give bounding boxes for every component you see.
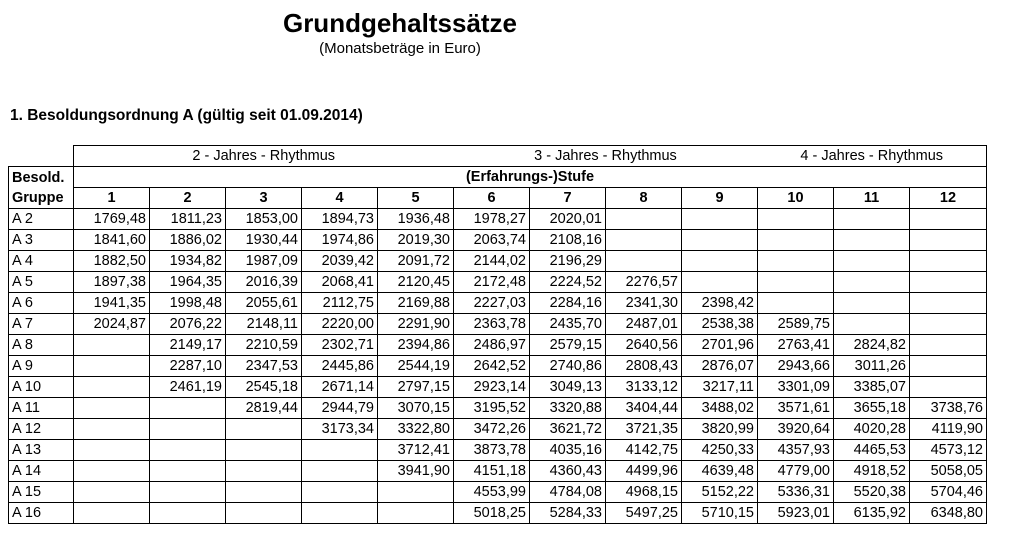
salary-cell: 2538,38	[682, 314, 758, 335]
salary-cell: 2020,01	[530, 209, 606, 230]
salary-cell: 3404,44	[606, 398, 682, 419]
salary-cell	[302, 503, 378, 524]
salary-cell: 5497,25	[606, 503, 682, 524]
salary-cell: 1964,35	[150, 272, 226, 293]
salary-cell	[910, 230, 987, 251]
salary-cell: 3070,15	[378, 398, 454, 419]
salary-cell: 2487,01	[606, 314, 682, 335]
rhythm-header-spacer	[9, 146, 74, 167]
salary-cell	[834, 272, 910, 293]
salary-cell: 3941,90	[378, 461, 454, 482]
salary-cell: 4035,16	[530, 440, 606, 461]
table-row	[9, 503, 987, 524]
salary-cell	[910, 314, 987, 335]
salary-cell: 2943,66	[758, 356, 834, 377]
stage-number-6: 6	[454, 188, 530, 209]
salary-cell: 2740,86	[530, 356, 606, 377]
salary-cell: 2640,56	[606, 335, 682, 356]
salary-cell: 1853,00	[226, 209, 302, 230]
salary-cell	[910, 209, 987, 230]
salary-cell: 3621,72	[530, 419, 606, 440]
salary-cell: 1894,73	[302, 209, 378, 230]
salary-cell: 2063,74	[454, 230, 530, 251]
salary-cell	[302, 440, 378, 461]
salary-cell: 3385,07	[834, 377, 910, 398]
salary-cell	[910, 251, 987, 272]
table-row	[9, 251, 987, 272]
salary-cell: 2923,14	[454, 377, 530, 398]
salary-cell: 2196,29	[530, 251, 606, 272]
table-row	[9, 398, 987, 419]
group-header-line2: Gruppe	[12, 189, 64, 206]
salary-cell: 5284,33	[530, 503, 606, 524]
stage-number-9: 9	[682, 188, 758, 209]
salary-cell	[74, 356, 150, 377]
salary-cell: 2819,44	[226, 398, 302, 419]
salary-cell	[226, 482, 302, 503]
rhythm-header-row	[9, 146, 987, 167]
salary-cell: 2394,86	[378, 335, 454, 356]
salary-cell: 2398,42	[682, 293, 758, 314]
salary-cell: 2486,97	[454, 335, 530, 356]
salary-cell: 2144,02	[454, 251, 530, 272]
salary-cell: 2284,16	[530, 293, 606, 314]
salary-cell: 3721,35	[606, 419, 682, 440]
salary-cell	[758, 293, 834, 314]
group-cell: A 16	[9, 503, 74, 524]
salary-cell	[226, 503, 302, 524]
salary-cell: 2701,96	[682, 335, 758, 356]
salary-cell: 2276,57	[606, 272, 682, 293]
salary-cell	[910, 272, 987, 293]
salary-cell: 2019,30	[378, 230, 454, 251]
salary-cell: 5152,22	[682, 482, 758, 503]
salary-cell: 2224,52	[530, 272, 606, 293]
salary-cell	[682, 230, 758, 251]
table-row	[9, 440, 987, 461]
salary-cell: 1941,35	[74, 293, 150, 314]
salary-cell: 1978,27	[454, 209, 530, 230]
salary-cell: 5520,38	[834, 482, 910, 503]
salary-cell: 3488,02	[682, 398, 758, 419]
salary-cell: 2671,14	[302, 377, 378, 398]
salary-cell: 4250,33	[682, 440, 758, 461]
table-row	[9, 230, 987, 251]
salary-cell: 3322,80	[378, 419, 454, 440]
stage-header-row	[9, 167, 987, 188]
salary-cell: 3920,64	[758, 419, 834, 440]
salary-cell	[682, 209, 758, 230]
salary-cell: 2287,10	[150, 356, 226, 377]
salary-cell	[226, 419, 302, 440]
rhythm-header-4-jahre: 4 - Jahres - Rhythmus	[758, 146, 987, 167]
salary-cell: 2016,39	[226, 272, 302, 293]
salary-cell: 2545,18	[226, 377, 302, 398]
salary-cell	[150, 440, 226, 461]
group-cell: A 14	[9, 461, 74, 482]
salary-cell: 5058,05	[910, 461, 987, 482]
salary-cell: 4918,52	[834, 461, 910, 482]
salary-cell: 4119,90	[910, 419, 987, 440]
salary-cell: 1998,48	[150, 293, 226, 314]
salary-cell: 6348,80	[910, 503, 987, 524]
salary-cell: 1811,23	[150, 209, 226, 230]
stage-number-3: 3	[226, 188, 302, 209]
salary-cell	[834, 293, 910, 314]
salary-cell: 2172,48	[454, 272, 530, 293]
salary-cell: 2149,17	[150, 335, 226, 356]
group-cell: A 9	[9, 356, 74, 377]
stage-number-row	[9, 188, 987, 209]
salary-cell	[74, 482, 150, 503]
salary-cell	[74, 335, 150, 356]
salary-cell: 2944,79	[302, 398, 378, 419]
salary-cell	[834, 314, 910, 335]
salary-cell: 1987,09	[226, 251, 302, 272]
salary-cell: 2112,75	[302, 293, 378, 314]
salary-cell: 4020,28	[834, 419, 910, 440]
group-cell: A 7	[9, 314, 74, 335]
salary-cell	[302, 482, 378, 503]
rhythm-header-2-jahre: 2 - Jahres - Rhythmus	[74, 146, 454, 167]
table-row	[9, 335, 987, 356]
salary-cell	[910, 335, 987, 356]
salary-cell: 3049,13	[530, 377, 606, 398]
salary-cell	[606, 251, 682, 272]
salary-cell: 3173,34	[302, 419, 378, 440]
salary-cell: 2120,45	[378, 272, 454, 293]
salary-table-body	[9, 146, 987, 524]
salary-cell: 2210,59	[226, 335, 302, 356]
group-cell: A 3	[9, 230, 74, 251]
salary-cell: 2544,19	[378, 356, 454, 377]
salary-cell: 2091,72	[378, 251, 454, 272]
stage-number-7: 7	[530, 188, 606, 209]
table-row	[9, 272, 987, 293]
salary-cell: 4465,53	[834, 440, 910, 461]
salary-cell	[910, 356, 987, 377]
salary-cell	[302, 461, 378, 482]
salary-cell: 2220,00	[302, 314, 378, 335]
group-cell: A 8	[9, 335, 74, 356]
salary-cell: 3011,26	[834, 356, 910, 377]
table-row	[9, 356, 987, 377]
salary-cell: 3133,12	[606, 377, 682, 398]
table-row	[9, 314, 987, 335]
salary-cell	[150, 482, 226, 503]
page-title: Grundgehaltssätze	[282, 8, 518, 38]
salary-cell: 4142,75	[606, 440, 682, 461]
stage-header: (Erfahrungs-)Stufe	[74, 167, 987, 188]
table-row	[9, 377, 987, 398]
salary-cell: 3571,61	[758, 398, 834, 419]
salary-cell: 2445,86	[302, 356, 378, 377]
salary-cell: 2024,87	[74, 314, 150, 335]
group-cell: A 6	[9, 293, 74, 314]
group-cell: A 5	[9, 272, 74, 293]
group-header-line1: Besold.	[12, 169, 65, 186]
salary-cell: 4779,00	[758, 461, 834, 482]
salary-cell: 5710,15	[682, 503, 758, 524]
stage-number-11: 11	[834, 188, 910, 209]
salary-cell: 4553,99	[454, 482, 530, 503]
salary-cell	[74, 461, 150, 482]
salary-cell	[150, 503, 226, 524]
salary-cell	[74, 377, 150, 398]
group-cell: A 11	[9, 398, 74, 419]
salary-cell: 1930,44	[226, 230, 302, 251]
salary-cell: 2302,71	[302, 335, 378, 356]
salary-cell: 3195,52	[454, 398, 530, 419]
salary-cell: 4499,96	[606, 461, 682, 482]
salary-cell: 2435,70	[530, 314, 606, 335]
table-row	[9, 293, 987, 314]
stage-number-2: 2	[150, 188, 226, 209]
salary-cell: 2291,90	[378, 314, 454, 335]
salary-cell	[758, 251, 834, 272]
salary-cell	[74, 440, 150, 461]
salary-cell	[834, 230, 910, 251]
salary-cell: 5923,01	[758, 503, 834, 524]
salary-cell	[758, 272, 834, 293]
salary-cell: 5704,46	[910, 482, 987, 503]
group-cell: A 12	[9, 419, 74, 440]
salary-cell: 4151,18	[454, 461, 530, 482]
salary-cell: 5018,25	[454, 503, 530, 524]
salary-cell	[378, 503, 454, 524]
salary-cell: 1841,60	[74, 230, 150, 251]
salary-cell	[74, 419, 150, 440]
salary-cell: 2363,78	[454, 314, 530, 335]
salary-cell: 1936,48	[378, 209, 454, 230]
group-cell: A 4	[9, 251, 74, 272]
salary-cell	[910, 377, 987, 398]
salary-cell: 3820,99	[682, 419, 758, 440]
salary-cell	[606, 209, 682, 230]
salary-cell: 5336,31	[758, 482, 834, 503]
stage-number-8: 8	[606, 188, 682, 209]
rhythm-header-3-jahre: 3 - Jahres - Rhythmus	[454, 146, 758, 167]
salary-cell: 3320,88	[530, 398, 606, 419]
salary-table	[8, 145, 987, 524]
salary-cell	[682, 272, 758, 293]
salary-cell	[758, 209, 834, 230]
salary-cell	[758, 230, 834, 251]
salary-cell: 1934,82	[150, 251, 226, 272]
salary-cell: 2461,19	[150, 377, 226, 398]
salary-cell: 4968,15	[606, 482, 682, 503]
salary-cell: 2076,22	[150, 314, 226, 335]
stage-number-1: 1	[74, 188, 150, 209]
group-cell: A 10	[9, 377, 74, 398]
salary-cell: 2797,15	[378, 377, 454, 398]
group-cell: A 15	[9, 482, 74, 503]
salary-cell	[150, 419, 226, 440]
table-row	[9, 209, 987, 230]
salary-cell: 1897,38	[74, 272, 150, 293]
salary-cell: 3472,26	[454, 419, 530, 440]
salary-cell: 4784,08	[530, 482, 606, 503]
table-row	[9, 482, 987, 503]
salary-cell	[74, 398, 150, 419]
salary-cell	[682, 251, 758, 272]
salary-cell	[226, 440, 302, 461]
salary-cell	[834, 251, 910, 272]
salary-cell: 4573,12	[910, 440, 987, 461]
salary-cell	[226, 461, 302, 482]
stage-number-10: 10	[758, 188, 834, 209]
salary-cell: 3873,78	[454, 440, 530, 461]
salary-cell: 3217,11	[682, 377, 758, 398]
salary-cell	[834, 209, 910, 230]
salary-cell: 2341,30	[606, 293, 682, 314]
salary-cell: 1882,50	[74, 251, 150, 272]
stage-number-12: 12	[910, 188, 987, 209]
salary-cell: 3301,09	[758, 377, 834, 398]
salary-cell	[606, 230, 682, 251]
salary-cell	[378, 482, 454, 503]
salary-cell: 1886,02	[150, 230, 226, 251]
stage-number-5: 5	[378, 188, 454, 209]
group-header-cell	[9, 167, 74, 209]
section-heading: 1. Besoldungsordnung A (gültig seit 01.09.2014)	[10, 107, 363, 124]
salary-cell: 2589,75	[758, 314, 834, 335]
stage-number-4: 4	[302, 188, 378, 209]
salary-cell: 2068,41	[302, 272, 378, 293]
salary-cell: 3655,18	[834, 398, 910, 419]
table-row	[9, 419, 987, 440]
salary-cell: 2055,61	[226, 293, 302, 314]
group-cell: A 2	[9, 209, 74, 230]
salary-cell: 4639,48	[682, 461, 758, 482]
salary-cell: 2039,42	[302, 251, 378, 272]
salary-cell: 2763,41	[758, 335, 834, 356]
salary-cell: 2108,16	[530, 230, 606, 251]
table-row	[9, 461, 987, 482]
salary-cell: 1769,48	[74, 209, 150, 230]
salary-cell: 3738,76	[910, 398, 987, 419]
salary-cell	[910, 293, 987, 314]
salary-cell: 2876,07	[682, 356, 758, 377]
salary-cell: 2824,82	[834, 335, 910, 356]
salary-cell: 4360,43	[530, 461, 606, 482]
page-subtitle: (Monatsbeträge in Euro)	[319, 40, 481, 57]
salary-cell: 4357,93	[758, 440, 834, 461]
salary-cell	[150, 461, 226, 482]
salary-cell: 6135,92	[834, 503, 910, 524]
salary-cell: 2579,15	[530, 335, 606, 356]
salary-cell: 2148,11	[226, 314, 302, 335]
salary-cell: 2169,88	[378, 293, 454, 314]
salary-cell: 2347,53	[226, 356, 302, 377]
salary-cell: 2642,52	[454, 356, 530, 377]
group-cell: A 13	[9, 440, 74, 461]
salary-cell	[74, 503, 150, 524]
salary-cell: 1974,86	[302, 230, 378, 251]
salary-cell: 3712,41	[378, 440, 454, 461]
salary-cell: 2227,03	[454, 293, 530, 314]
salary-cell: 2808,43	[606, 356, 682, 377]
salary-cell	[150, 398, 226, 419]
